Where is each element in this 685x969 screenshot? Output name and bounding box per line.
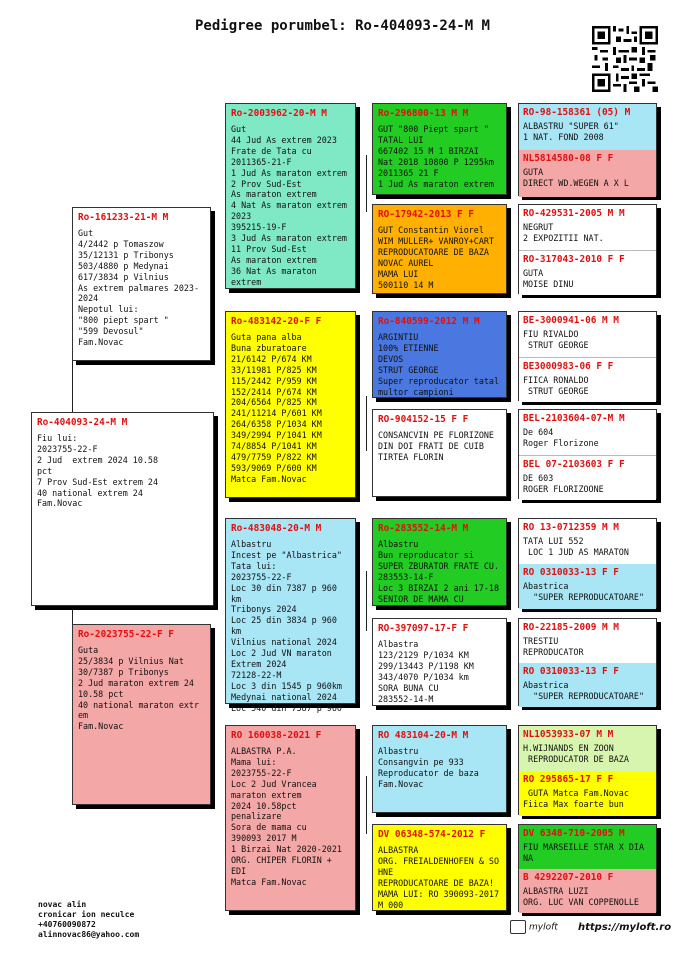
ring-id: Ro-161233-21-M M	[78, 212, 169, 223]
ring-id: Ro-483142-20-F F	[231, 316, 322, 327]
ring-id: RO-904152-15 F F	[378, 414, 469, 425]
grandparent-card	[225, 725, 356, 911]
ring-id: RO-17942-2013 F F	[378, 209, 474, 220]
gen5-ancestor	[519, 357, 656, 402]
pigeon-info: FIU MARSEILLE STAR X DIA NA	[523, 842, 645, 863]
pigeon-info: ALBASTRA LUZI ORG. LUC VAN COPPENOLLE	[523, 886, 639, 907]
gen5-ancestor	[519, 825, 656, 869]
pigeon-info: Guta 25/3834 p Vilnius Nat 30/7387 p Tribonys 2 Jud maraton extrem 24 10.58 pct 40 national maraton extr em Fam.Novac	[78, 645, 200, 732]
gen5-ancestor	[519, 410, 656, 455]
dam-card	[72, 624, 211, 805]
gen5-ancestor	[519, 104, 656, 150]
ring-id: BE-3000941-06 M M	[523, 315, 619, 326]
great-grandparent-card	[372, 824, 507, 911]
pigeon-info: FIICA RONALDO STRUT GEORGE	[523, 375, 589, 396]
ring-id: RO 483104-20-M M	[378, 730, 469, 741]
gen5-pair-card	[518, 103, 657, 196]
ring-id: NL5814580-08 F F	[523, 153, 614, 164]
grandparent-card	[225, 311, 356, 498]
pigeon-info: Albastru Bun reproducator si SUPER ZBURATOR FRATE CU. 283553-14-F Loc 3 BIRZAI 2 ani 17-18 SENIOR DE MAMA CU	[378, 539, 500, 604]
connector-line	[366, 776, 367, 834]
sire-card	[72, 207, 211, 361]
ring-id: Ro-404093-24-M M	[37, 417, 128, 428]
connector-line	[366, 155, 367, 212]
pigeon-info: Albastru Consangvin pe 933 Reproducator de baza Fam.Novac	[378, 746, 479, 789]
gen5-pair-card	[518, 618, 657, 706]
pigeon-info: DE 603 ROGER FLORIZOONE	[523, 473, 604, 494]
breeder-contact: novac alin cronicar ion neculce +40760090872 alinnovac86@yahoo.com	[38, 900, 140, 939]
gen5-pair-card	[518, 409, 657, 499]
gen5-pair-card	[518, 725, 657, 815]
connector-line	[211, 218, 212, 339]
great-grandparent-card	[372, 409, 507, 497]
ring-id: DV 06348-574-2012 F	[378, 829, 486, 840]
ring-id: RO-317043-2010 F F	[523, 254, 625, 265]
gen5-ancestor	[519, 150, 656, 197]
pigeon-info: GUTA MOISE DINU	[523, 268, 574, 289]
pigeon-info: TATA LUI 552 LOC 1 JUD AS MARATON	[523, 536, 629, 557]
pigeon-info: Abastrica "SUPER REPRODUCATOARE"	[523, 680, 645, 701]
ring-id: RO-429531-2005 M M	[523, 208, 625, 219]
ring-id: RO 0310033-13 F F	[523, 567, 619, 578]
subject-pigeon-card	[31, 412, 214, 606]
logo-text: myloft	[529, 922, 558, 933]
gen5-ancestor	[519, 771, 656, 816]
ring-id: RO-22185-2009 M M	[523, 622, 619, 633]
ring-id: RO 13-0712359 M M	[523, 522, 619, 533]
pigeon-info: GUTA Matca Fam.Novac Fiica Max foarte bun	[523, 788, 629, 809]
great-grandparent-card	[372, 204, 507, 294]
pigeon-info: Albastru Incest pe "Albastrica" Tata lui: 2023755-22-F Loc 30 din 7387 p 960 km Tribonys 2024 Loc 25 din 3834 p 960 km Vilnius national 2024 Loc 2 Jud VN maraton Extrem 2024 72128-22-M Loc 3 din 1545 p 960km Medynai national 2024 Loc 540 din 7387 p 960	[231, 539, 342, 713]
qr-code	[592, 26, 658, 92]
great-grandparent-card	[372, 618, 507, 706]
gen5-ancestor	[519, 455, 656, 500]
gen5-ancestor	[519, 869, 656, 913]
ring-id: BE3000983-06 F F	[523, 361, 614, 372]
gen5-ancestor	[519, 726, 656, 771]
gen5-pair-card	[518, 518, 657, 608]
ring-id: Ro-2023755-22-F F	[78, 629, 174, 640]
connector-line	[366, 571, 367, 631]
pigeon-info: H.WIJNANDS EN ZOON REPRODUCATOR DE BAZA	[523, 743, 629, 764]
gen5-ancestor	[519, 250, 656, 295]
gen5-ancestor	[519, 205, 656, 250]
great-grandparent-card	[372, 311, 507, 398]
gen5-ancestor	[519, 519, 656, 564]
pigeon-info: GUT Constantin Viorel WIM MULLER+ VANROY+CART REPRODUCATOARE DE BAZA NOVAC AUREL MAMA LUI 500110 14 M	[378, 225, 494, 290]
gen5-pair-card	[518, 204, 657, 294]
ring-id: Ro-283552-14-M M	[378, 523, 469, 534]
great-grandparent-card	[372, 725, 507, 813]
gen5-pair-card	[518, 824, 657, 912]
ring-id: RO 0310033-13 F F	[523, 666, 619, 677]
connector-line	[72, 606, 73, 624]
gen5-ancestor	[519, 312, 656, 357]
ring-id: BEL 07-2103603 F F	[523, 459, 625, 470]
website-link[interactable]: https://myloft.ro	[578, 922, 672, 933]
ring-id: BEL-2103604-07-M M	[523, 413, 625, 424]
pigeon-info: Albastra 123/2129 P/1034 KM 299/13443 P/1198 KM 343/4070 P/1034 km SORA BUNA CU 283552-14-M	[378, 639, 474, 704]
pigeon-icon	[510, 920, 526, 934]
ring-id: DV 6348-710-2005 M	[523, 828, 625, 839]
pigeon-info: Guta pana alba Buna zburatoare 21/6142 P/674 KM 33/11981 P/825 KM 115/2442 P/959 KM 152/2414 P/674 KM 204/6564 P/825 KM 241/11214 P/601 KM 264/6358 P/1034 KM 349/2994 P/1041 KM 74/8854 P/1041 KM 479/7759 P/822 KM 593/9069 P/600 KM Matca Fam.Novac	[231, 332, 322, 484]
ring-id: Ro-2003962-20-M M	[231, 108, 327, 119]
ring-id: Ro-483048-20-M M	[231, 523, 322, 534]
ring-id: NL1053933-07 M M	[523, 729, 614, 740]
grandparent-card	[225, 103, 356, 289]
pigeon-info: CONSANCVIN PE FLORIZONE DIN DOI FRATI DE CUIB TIRTEA FLORIN	[378, 430, 494, 462]
pigeon-info: FIU RIVALDO STRUT GEORGE	[523, 329, 589, 350]
pigeon-info: De 604 Roger Florizone	[523, 427, 599, 448]
pigeon-info: ALBASTRA ORG. FREIALDENHOFEN & SO HNE REPRODUCATOARE DE BAZA! MAMA LUI: RO 390093-2017 M 000	[378, 845, 500, 910]
great-grandparent-card	[372, 518, 507, 606]
pigeon-info: ALBASTRA P.A. Mama lui: 2023755-22-F Loc 2 Jud Vrancea maraton extrem 2024 10.58pct penalizare Sora de mama cu 390093 2017 M 1 Birzai Nat 2020-2021 ORG. CHIPER FLORIN + EDI Matca Fam.Novac	[231, 746, 342, 887]
pigeon-info: ARGINTIU 100% ETIENNE DEVOS STRUT GEORGE Super reproducator tatal multor campioni	[378, 332, 500, 397]
gen5-ancestor	[519, 663, 656, 707]
ring-id: RO-397097-17-F F	[378, 623, 469, 634]
gen5-pair-card	[518, 311, 657, 401]
gen5-ancestor	[519, 564, 656, 609]
ring-id: RO 160038-2021 F	[231, 730, 322, 741]
connector-line	[366, 396, 367, 451]
ring-id: Ro-840599-2012 M M	[378, 316, 480, 327]
pigeon-info: GUTA DIRECT WD.WEGEN A X L	[523, 167, 629, 188]
pigeon-info: ALBASTRU "SUPER 61" 1 NAT. FOND 2008	[523, 121, 619, 142]
pigeon-info: GUT "800 Piept spart " TATAL LUI 667402 15 M 1 BIRZAI Nat 2018 10800 P 1295km 2011365 21 F 1 Jud As maraton extrem	[378, 124, 494, 189]
connector-line	[211, 680, 212, 800]
ring-id: RO-98-158361 (05) M	[523, 107, 631, 118]
pigeon-info: TRESTIU REPRODUCATOR	[523, 636, 584, 657]
pigeon-info: Gut 44 Jud As extrem 2023 Frate de Tata cu 2011365-21-F 1 Jud As maraton extrem 2 Prov Sud-Est As maraton extrem 4 Nat As maraton extrem 2023 395215-19-F 3 Jud As maraton extrem 11 Prov Sud-Est As maraton extrem 36 Nat As maraton extrem	[231, 124, 347, 287]
pigeon-info: NEGRUT 2 EXPOZITII NAT.	[523, 222, 604, 243]
ring-id: B 4292207-2010 F	[523, 872, 614, 883]
pigeon-info: Gut 4/2442 p Tomaszow 35/12131 p Tribonys 503/4880 p Medynai 617/3834 p Vilnius As extrem palmares 2023- 2024 Nepotul lui: "800 piept spart " "599 Devosul" Fam.Novac	[78, 228, 200, 348]
ring-id: Ro-296800-13 M M	[378, 108, 469, 119]
myloft-logo	[510, 920, 558, 934]
connector-line	[72, 361, 73, 412]
pigeon-info: Abastrica "SUPER REPRODUCATOARE"	[523, 581, 645, 602]
ring-id: RO 295865-17 F F	[523, 774, 614, 785]
grandparent-card	[225, 518, 356, 713]
great-grandparent-card	[372, 103, 507, 195]
page-title: Pedigree porumbel: Ro-404093-24-M M	[194, 18, 490, 34]
gen5-ancestor	[519, 619, 656, 663]
pigeon-info: Fiu lui: 2023755-22-F 2 Jud extrem 2024 10.58 pct 7 Prov Sud-Est extrem 24 40 national extrem 24 Fam.Novac	[37, 433, 159, 509]
